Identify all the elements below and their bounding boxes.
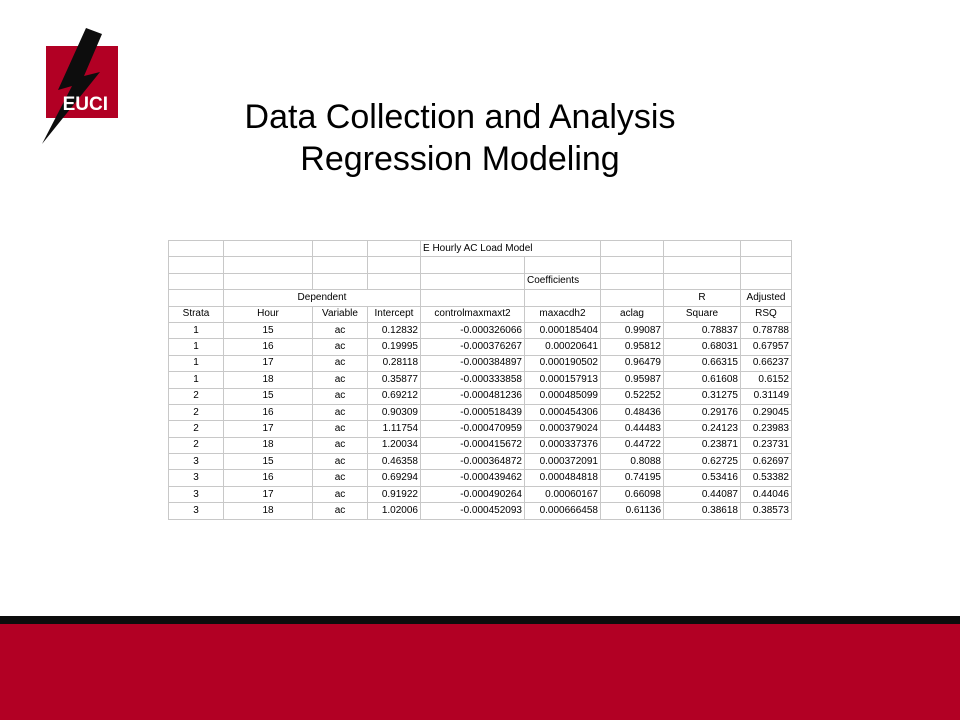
- cell-strata: 1: [169, 372, 224, 388]
- cell-variable: ac: [313, 503, 368, 519]
- cell-intercept: 0.12832: [368, 322, 421, 338]
- cell-r-square: 0.53416: [664, 470, 741, 486]
- cell-hour: 17: [224, 355, 313, 371]
- title-line-1: Data Collection and Analysis: [244, 98, 676, 136]
- adjusted-label: Adjusted: [741, 290, 792, 306]
- cell-maxacdh2: 0.00020641: [525, 339, 601, 355]
- cell-hour: 16: [224, 339, 313, 355]
- footer-band: [0, 624, 960, 720]
- cell-r-square: 0.61608: [664, 372, 741, 388]
- header-strata: Strata: [169, 306, 224, 322]
- cell-intercept: 0.91922: [368, 486, 421, 502]
- cell-controlmaxmaxt2: -0.000439462: [421, 470, 525, 486]
- cell-hour: 15: [224, 322, 313, 338]
- cell-controlmaxmaxt2: -0.000333858: [421, 372, 525, 388]
- cell-r-square: 0.24123: [664, 421, 741, 437]
- cell-r-square: 0.44087: [664, 486, 741, 502]
- cell-r-square: 0.29176: [664, 404, 741, 420]
- cell-variable: ac: [313, 486, 368, 502]
- cell-strata: 1: [169, 322, 224, 338]
- cell-hour: 18: [224, 372, 313, 388]
- cell-intercept: 1.20034: [368, 437, 421, 453]
- cell-adjusted-rsq: 0.53382: [741, 470, 792, 486]
- table-header-row: [169, 306, 792, 322]
- cell-strata: 3: [169, 470, 224, 486]
- cell-variable: ac: [313, 388, 368, 404]
- cell-aclag: 0.52252: [601, 388, 664, 404]
- table-row: [169, 355, 792, 371]
- cell-adjusted-rsq: 0.31149: [741, 388, 792, 404]
- cell-maxacdh2: 0.000190502: [525, 355, 601, 371]
- cell-variable: ac: [313, 404, 368, 420]
- cell-aclag: 0.66098: [601, 486, 664, 502]
- table-row: [169, 503, 792, 519]
- logo-text: EUCI: [62, 94, 108, 115]
- cell-controlmaxmaxt2: -0.000452093: [421, 503, 525, 519]
- cell-intercept: 1.02006: [368, 503, 421, 519]
- cell-controlmaxmaxt2: -0.000384897: [421, 355, 525, 371]
- table-row: [169, 437, 792, 453]
- r-label: R: [664, 290, 741, 306]
- cell-maxacdh2: 0.000157913: [525, 372, 601, 388]
- cell-adjusted-rsq: 0.66237: [741, 355, 792, 371]
- cell-hour: 18: [224, 437, 313, 453]
- table-row: [169, 322, 792, 338]
- header-variable: Variable: [313, 306, 368, 322]
- cell-aclag: 0.61136: [601, 503, 664, 519]
- cell-strata: 3: [169, 486, 224, 502]
- table-group-header-row: [169, 273, 792, 289]
- cell-hour: 17: [224, 421, 313, 437]
- slide-title: [0, 96, 920, 180]
- cell-intercept: 0.90309: [368, 404, 421, 420]
- cell-intercept: 0.19995: [368, 339, 421, 355]
- cell-variable: ac: [313, 470, 368, 486]
- table-row: [169, 470, 792, 486]
- cell-maxacdh2: 0.000484818: [525, 470, 601, 486]
- header-maxacdh2: maxacdh2: [525, 306, 601, 322]
- cell-maxacdh2: 0.000372091: [525, 454, 601, 470]
- cell-aclag: 0.96479: [601, 355, 664, 371]
- table-row: [169, 388, 792, 404]
- cell-aclag: 0.48436: [601, 404, 664, 420]
- dependent-label: Dependent: [224, 290, 421, 306]
- cell-strata: 2: [169, 404, 224, 420]
- cell-controlmaxmaxt2: -0.000470959: [421, 421, 525, 437]
- regression-table: [168, 240, 792, 520]
- cell-variable: ac: [313, 372, 368, 388]
- cell-aclag: 0.95987: [601, 372, 664, 388]
- cell-maxacdh2: 0.000185404: [525, 322, 601, 338]
- cell-controlmaxmaxt2: -0.000376267: [421, 339, 525, 355]
- cell-adjusted-rsq: 0.67957: [741, 339, 792, 355]
- cell-adjusted-rsq: 0.44046: [741, 486, 792, 502]
- title-line-2: Regression Modeling: [300, 140, 620, 178]
- cell-aclag: 0.44483: [601, 421, 664, 437]
- cell-aclag: 0.74195: [601, 470, 664, 486]
- cell-maxacdh2: 0.000454306: [525, 404, 601, 420]
- cell-controlmaxmaxt2: -0.000415672: [421, 437, 525, 453]
- cell-r-square: 0.31275: [664, 388, 741, 404]
- cell-hour: 15: [224, 454, 313, 470]
- cell-maxacdh2: 0.000666458: [525, 503, 601, 519]
- footer-divider: [0, 616, 960, 624]
- cell-adjusted-rsq: 0.38573: [741, 503, 792, 519]
- cell-intercept: 0.69294: [368, 470, 421, 486]
- cell-r-square: 0.23871: [664, 437, 741, 453]
- cell-controlmaxmaxt2: -0.000364872: [421, 454, 525, 470]
- cell-maxacdh2: 0.000379024: [525, 421, 601, 437]
- header-square: Square: [664, 306, 741, 322]
- cell-strata: 2: [169, 421, 224, 437]
- cell-strata: 2: [169, 388, 224, 404]
- cell-adjusted-rsq: 0.29045: [741, 404, 792, 420]
- cell-variable: ac: [313, 322, 368, 338]
- table-title-row: [169, 241, 792, 257]
- cell-intercept: 1.11754: [368, 421, 421, 437]
- cell-strata: 2: [169, 437, 224, 453]
- cell-aclag: 0.95812: [601, 339, 664, 355]
- cell-variable: ac: [313, 454, 368, 470]
- cell-adjusted-rsq: 0.23983: [741, 421, 792, 437]
- table-row: [169, 339, 792, 355]
- cell-adjusted-rsq: 0.6152: [741, 372, 792, 388]
- cell-aclag: 0.44722: [601, 437, 664, 453]
- header-aclag: aclag: [601, 306, 664, 322]
- cell-r-square: 0.38618: [664, 503, 741, 519]
- cell-intercept: 0.28118: [368, 355, 421, 371]
- cell-adjusted-rsq: 0.78788: [741, 322, 792, 338]
- cell-intercept: 0.46358: [368, 454, 421, 470]
- coefficients-label: Coefficients: [525, 273, 601, 289]
- cell-r-square: 0.66315: [664, 355, 741, 371]
- cell-aclag: 0.8088: [601, 454, 664, 470]
- header-intercept: Intercept: [368, 306, 421, 322]
- cell-r-square: 0.68031: [664, 339, 741, 355]
- cell-controlmaxmaxt2: -0.000481236: [421, 388, 525, 404]
- cell-maxacdh2: 0.000485099: [525, 388, 601, 404]
- table-subheader-row: [169, 290, 792, 306]
- cell-intercept: 0.35877: [368, 372, 421, 388]
- header-controlmaxmaxt2: controlmaxmaxt2: [421, 306, 525, 322]
- cell-r-square: 0.78837: [664, 322, 741, 338]
- table-row: [169, 454, 792, 470]
- table-row: [169, 486, 792, 502]
- cell-strata: 3: [169, 454, 224, 470]
- cell-controlmaxmaxt2: -0.000518439: [421, 404, 525, 420]
- cell-controlmaxmaxt2: -0.000326066: [421, 322, 525, 338]
- cell-adjusted-rsq: 0.23731: [741, 437, 792, 453]
- table-row: [169, 404, 792, 420]
- header-rsq: RSQ: [741, 306, 792, 322]
- cell-hour: 16: [224, 404, 313, 420]
- cell-hour: 16: [224, 470, 313, 486]
- cell-variable: ac: [313, 355, 368, 371]
- model-title: E Hourly AC Load Model: [421, 241, 601, 257]
- cell-strata: 3: [169, 503, 224, 519]
- cell-strata: 1: [169, 355, 224, 371]
- cell-controlmaxmaxt2: -0.000490264: [421, 486, 525, 502]
- cell-variable: ac: [313, 437, 368, 453]
- cell-intercept: 0.69212: [368, 388, 421, 404]
- header-hour: Hour: [224, 306, 313, 322]
- table-row: [169, 421, 792, 437]
- cell-variable: ac: [313, 339, 368, 355]
- table-blank-row: [169, 257, 792, 273]
- cell-maxacdh2: 0.000337376: [525, 437, 601, 453]
- cell-strata: 1: [169, 339, 224, 355]
- table-row: [169, 372, 792, 388]
- cell-r-square: 0.62725: [664, 454, 741, 470]
- cell-adjusted-rsq: 0.62697: [741, 454, 792, 470]
- cell-hour: 17: [224, 486, 313, 502]
- cell-hour: 18: [224, 503, 313, 519]
- cell-aclag: 0.99087: [601, 322, 664, 338]
- cell-maxacdh2: 0.00060167: [525, 486, 601, 502]
- cell-variable: ac: [313, 421, 368, 437]
- cell-hour: 15: [224, 388, 313, 404]
